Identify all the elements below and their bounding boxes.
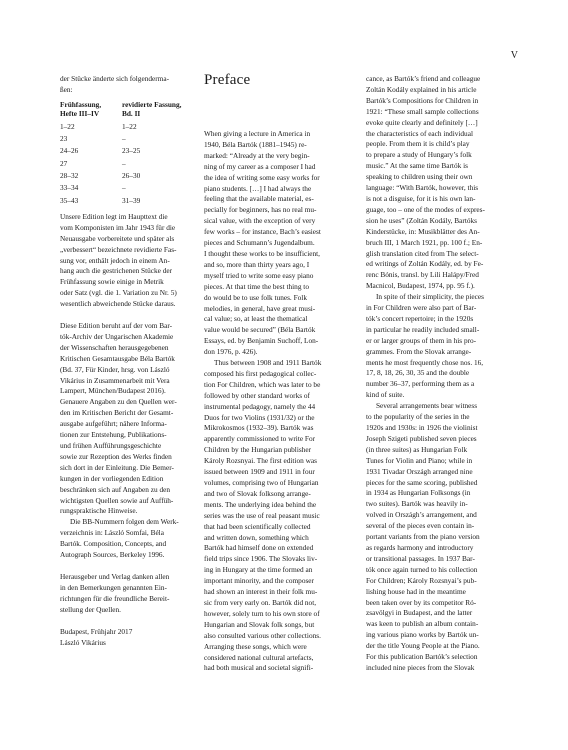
- text-line: Bartók. Composition, Concepts, and: [60, 539, 167, 549]
- text-line: to prepare a study of Hungary’s folk: [366, 150, 472, 160]
- text-line: Diese Edition beruht auf der vom Bar-: [60, 321, 173, 331]
- text-line: tók once again turned to his collection: [366, 564, 478, 574]
- text-line: der Wissenschaften herausgegebenen: [60, 342, 169, 352]
- paragraph-bb-numbers: [60, 517, 192, 561]
- text-line: speaking to children using their own: [366, 172, 473, 182]
- text-line: important minority, and the composer: [204, 576, 314, 586]
- text-line: feeling that the available material, es-: [204, 194, 314, 204]
- table-row: [60, 183, 190, 195]
- text-line: volumes, comprising two of Hungarian: [204, 478, 319, 487]
- text-line: however, solely turn to his own store of: [204, 608, 320, 618]
- text-line: sic from very early on. Bartók did not,: [204, 597, 317, 607]
- text-line: had both musical and societal signifi-: [204, 663, 314, 673]
- text-line: Bd. II: [122, 108, 141, 118]
- cell-early-version: 1–22: [60, 121, 75, 131]
- text-line: that had been scientifically collected: [204, 521, 311, 531]
- text-line: Children by the Hungarian publisher: [204, 445, 311, 455]
- text-line: (in three suites) as Hungarian Folk: [366, 444, 468, 454]
- text-line: 17, 8, 18, 26, 30, 35 and the double: [366, 368, 470, 378]
- text-line: is not a disguise, for it is his own lan-: [366, 193, 476, 203]
- text-line: ning of my career as a composer I had: [204, 161, 316, 171]
- signature-block: [60, 627, 192, 649]
- column-preface-2: [366, 74, 506, 674]
- text-line: Kinderstücke, in: Musikblätter des An-: [366, 226, 480, 236]
- cell-early-version: 33–34: [60, 183, 79, 193]
- text-line: piano students. […] I had always the: [204, 183, 312, 193]
- cell-early-version: 27: [60, 158, 68, 168]
- text-line: (Bd. 37, Für Kinder, hrsg. von László: [60, 364, 170, 374]
- column-german: [60, 74, 192, 648]
- text-line: Several arrangements bear witness: [376, 401, 478, 411]
- text-line: apparently commissioned to write For: [204, 434, 316, 444]
- text-line: and so, more than thirty years ago, I: [204, 259, 310, 269]
- cell-early-version: 35–43: [60, 195, 79, 205]
- text-line: included nine pieces from the Slovak: [366, 662, 475, 672]
- text-line: der Stücke änderte sich folgenderma-: [60, 74, 170, 83]
- table-row: [60, 159, 190, 171]
- table-header-revised: [122, 100, 190, 122]
- text-line: and written down, something which: [204, 532, 309, 542]
- text-line: considered national cultural artefacts,: [204, 652, 314, 662]
- text-line: Herausgeber und Verlag danken allen: [60, 571, 170, 581]
- text-line: pecially for beginners, has no real mu-: [204, 205, 317, 215]
- text-line: der the title Young People at the Piano.: [366, 641, 480, 651]
- text-line: volved in Országh’s arrangement, and: [366, 510, 477, 520]
- text-line: sowie zur Rezeption des Werks finden: [60, 451, 172, 461]
- text-line: melodies, in general, have great musi-: [204, 303, 316, 313]
- text-line: Genauere Angaben zu den Quellen wer-: [60, 397, 177, 407]
- text-line: Unsere Edition legt im Haupttext die: [60, 211, 168, 221]
- text-line: 1931 Tivadar Országh arranged nine: [366, 466, 473, 476]
- text-line: series was the use of real peasant music: [204, 510, 320, 520]
- text-line: people. From them it is child’s play: [366, 139, 470, 149]
- table-row: [60, 134, 190, 146]
- paragraph-edition-text: [60, 212, 192, 310]
- text-line: ing in Hungary at the time formed an: [204, 565, 313, 575]
- page-title: Preface: [204, 72, 251, 88]
- text-line: Neuausgabe vorbereitete und später als: [60, 233, 175, 243]
- text-line: Essays, ed. by Benjamin Suchoff, Lon-: [204, 336, 319, 346]
- text-line: to the popularity of the series in the: [366, 412, 470, 422]
- table-header-early: [60, 100, 122, 122]
- text-line: ed writings of Zoltán Kodály, ed. by Fe-: [366, 259, 484, 269]
- text-line: Joseph Szigeti published seven pieces: [366, 433, 477, 443]
- text-line: kind of suite.: [366, 390, 405, 400]
- text-line: sich dort in der Einleitung. Die Bemer-: [60, 462, 174, 472]
- text-line: Zoltán Kodály explained in his article: [366, 84, 477, 94]
- text-line: Frühfassung sowie einige in Metrik: [60, 277, 164, 287]
- text-line: composed his first pedagogical collec-: [204, 368, 317, 378]
- text-line: „verbessert“ bezeichnete revidierte Fas-: [60, 244, 177, 254]
- text-line: wichtigsten Quellen sowie auf Auffüh-: [60, 495, 174, 505]
- text-line: er or larger groups of them in his pro-: [366, 335, 477, 345]
- text-line: in particular he readily included small-: [366, 324, 480, 334]
- text-line: und frühen Aufführungsgeschichte: [60, 441, 162, 451]
- cell-revised-version: 1–22: [122, 121, 137, 131]
- text-line: hang auch die gestrichenen Stücke der: [60, 266, 173, 276]
- text-line: Bartók had himself done on extended: [204, 543, 314, 553]
- text-line: vom Komponisten im Jahr 1943 für die: [60, 222, 176, 232]
- table-row: [60, 146, 190, 158]
- text-line: glish translation cited from The select-: [366, 248, 479, 258]
- text-line: 1920s and 1930s: in 1926 the violinist: [366, 423, 478, 432]
- text-line: beschränken sich auf Angaben zu den: [60, 484, 171, 494]
- text-line: sion he uses” (Zoltán Kodály, Bartóks: [366, 215, 477, 225]
- text-line: followed by other standard works of: [204, 390, 310, 400]
- text-line: guage, too – one of the modes of expres-: [366, 204, 485, 214]
- text-line: revidierte Fassung,: [122, 99, 182, 109]
- version-comparison-table: [60, 100, 190, 208]
- cell-revised-version: –: [122, 183, 126, 193]
- text-line: instrumental pedagogy, namely the 44: [204, 401, 316, 411]
- text-line: renc Bónis, transl. by Lili Halápy/Fred: [366, 270, 479, 280]
- text-line: two suites). Bartók was heavily in-: [366, 499, 468, 509]
- text-line: Vikárius in Zusammenarbeit mit Vera: [60, 375, 170, 385]
- text-line: zsavölgyi in Budapest, and the latter: [366, 608, 473, 618]
- text-line: in 1934 as Hungarian Folksongs (in: [366, 488, 471, 498]
- text-line: grammes. From the Slovak arrange-: [366, 346, 472, 356]
- text-line: as regards harmony and introductory: [366, 542, 474, 552]
- text-line: Lampert, München/Budapest 2016).: [60, 386, 166, 396]
- text-line: tók-Archiv der Ungarischen Akademie: [60, 331, 174, 341]
- text-line: tionen zur Entstehung, Publikations-: [60, 430, 167, 440]
- text-line: evoke quite clearly and definitely […]: [366, 117, 478, 127]
- text-line: language: “With Bartók, however, this: [366, 183, 479, 193]
- text-line: ments. The underlying idea behind the: [204, 499, 317, 509]
- text-line: I thought these works to be insufficient,: [204, 248, 320, 258]
- text-line: Hefte III–IV: [60, 108, 100, 118]
- text-line: lishing house had in the meantime: [366, 586, 466, 596]
- text-line: in den Bemerkungen genannten Ein-: [60, 582, 167, 592]
- cell-revised-version: –: [122, 134, 126, 144]
- text-line: myself tried to write some easy piano: [204, 270, 314, 280]
- cell-early-version: 24–26: [60, 146, 79, 156]
- text-line: the characteristics of each individual: [366, 128, 473, 138]
- text-line: Kritischen Gesamtausgabe Béla Bartók: [60, 353, 175, 363]
- paragraph-arrangements: [366, 401, 506, 674]
- text-line: music.” At the same time Bartók is: [366, 161, 468, 171]
- paragraph-lecture-quote: [204, 129, 340, 358]
- text-line: Autograph Sources, Berkeley 1996.: [60, 550, 165, 560]
- text-line: Bartók’s Compositions for Children in: [366, 95, 479, 105]
- column-preface-1: [204, 129, 340, 674]
- text-line: verzeichnis in: László Somfai, Béla: [60, 528, 164, 538]
- table-row: [60, 171, 190, 183]
- text-line: pieces for the same scoring, published: [366, 477, 478, 487]
- text-line: sical value, with the exception of very: [204, 216, 316, 226]
- text-line: 1940, Béla Bartók (1881–1945) re-: [204, 139, 307, 149]
- text-line: tion For Children, which was later to be: [204, 379, 321, 389]
- text-line: cance, as Bartók’s friend and colleague: [366, 74, 481, 83]
- text-line: the idea of writing some easy works for: [204, 172, 320, 182]
- text-line: was keen to publish an album contain-: [366, 619, 479, 629]
- text-line: For Children; Károly Rozsnyai’s pub-: [366, 575, 477, 585]
- text-line: Arranging these songs, which were: [204, 641, 307, 651]
- text-line: and two of Slovak folksong arrange-: [204, 488, 311, 498]
- intro-paragraph: [60, 74, 192, 96]
- cell-early-version: 23: [60, 134, 68, 144]
- text-line: do would be to use folk tunes. Folk: [204, 292, 307, 302]
- text-line: number 36–37, performing them as a: [366, 379, 475, 389]
- text-line: In spite of their simplicity, the pieces: [376, 292, 484, 302]
- cell-revised-version: –: [122, 158, 126, 168]
- table-row: [60, 196, 190, 208]
- text-line: kungen in der vorliegenden Edition: [60, 473, 164, 483]
- text-line: Károly Rozsnyai. The first edition was: [204, 456, 317, 466]
- text-line: pieces. At that time the best thing to: [204, 281, 309, 291]
- text-line: rungspraktische Hinweise.: [60, 506, 138, 516]
- text-line: Die BB-Nummern folgen dem Werk-: [70, 517, 179, 527]
- text-line: been taken over by its competitor Ró-: [366, 597, 477, 607]
- text-line: oder Satz (vgl. die 1. Variation zu Nr. 5): [60, 288, 177, 298]
- text-line: ments he most frequently chose nos. 16,: [366, 357, 484, 367]
- paragraph-for-children-history: [204, 358, 340, 674]
- text-line: tók’s concert repertoire; in the 1920s: [366, 313, 474, 323]
- text-line: ausgabe aufgeführt; nähere Informa-: [60, 419, 167, 429]
- text-line: stellung der Quellen.: [60, 604, 121, 614]
- text-line: 1921: “These small sample collections: [366, 106, 479, 116]
- text-line: several of the pieces even contain in-: [366, 521, 475, 531]
- paragraph-acknowledgements: [60, 572, 192, 616]
- text-line: portant variants from the piano version: [366, 532, 480, 542]
- page-number: V: [510, 50, 518, 61]
- text-line: few works – for instance, Bach’s easiest: [204, 227, 321, 237]
- text-line: bruch III, 1 March 1921, pp. 100 f.; En-: [366, 237, 483, 247]
- text-line: in For Children were also part of Bar-: [366, 303, 477, 313]
- cell-revised-version: 31–39: [122, 195, 141, 205]
- text-line: or transitional passages. In 1937 Bar-: [366, 553, 475, 563]
- cell-early-version: 28–32: [60, 171, 79, 180]
- text-line: wesentlich abweichende Stücke daraus.: [60, 299, 176, 309]
- text-line: ing various piano works by Bartók un-: [366, 630, 479, 640]
- text-line: Macnicol, Budapest, 1974, pp. 95 f.).: [366, 281, 475, 291]
- text-line: ßen:: [60, 84, 73, 94]
- text-line: Tunes for Violin and Piano; while in: [366, 455, 473, 465]
- table-row: [60, 122, 190, 134]
- text-line: don 1976, p. 426).: [204, 347, 258, 357]
- text-line: Mikrokosmos (1932–39). Bartók was: [204, 423, 314, 433]
- paragraph-concert-repertoire: [366, 292, 506, 401]
- text-line: Thus between 1908 and 1911 Bartók: [214, 358, 322, 368]
- text-line: Duos for two Violins (1931/32) or the: [204, 412, 315, 422]
- paragraph-sources: [60, 321, 192, 517]
- text-line: richtungen für die freundliche Bereit-: [60, 593, 170, 603]
- text-line: Budapest, Frühjahr 2017: [60, 626, 133, 636]
- text-line: marked: “Already at the very begin-: [204, 150, 310, 160]
- text-line: sung vor, enthält jedoch in einem An-: [60, 255, 170, 265]
- text-line: Frühfassung,: [60, 99, 102, 109]
- text-line: field trips since 1906. The Slovaks liv-: [204, 554, 318, 564]
- paragraph-kodaly: [366, 74, 506, 292]
- text-line: den im Kritischen Bericht der Gesamt-: [60, 408, 174, 418]
- text-line: had shown an interest in their folk mu-: [204, 587, 318, 597]
- text-line: cal value; so, at least the thematical: [204, 314, 308, 324]
- text-line: issued between 1909 and 1911 in four: [204, 467, 315, 477]
- text-line: László Vikárius: [60, 637, 106, 647]
- cell-revised-version: 26–30: [122, 171, 141, 180]
- cell-revised-version: 23–25: [122, 146, 141, 156]
- text-line: also consulted various other collections.: [204, 630, 321, 640]
- text-line: pieces and Schumann’s Jugendalbum.: [204, 238, 315, 248]
- text-line: value would be secured” (Béla Bartók: [204, 325, 316, 335]
- text-line: Hungarian and Slovak folk songs, but: [204, 619, 315, 629]
- text-line: When giving a lecture in America in: [204, 129, 311, 138]
- text-line: For this publication Bartók’s selection: [366, 652, 478, 662]
